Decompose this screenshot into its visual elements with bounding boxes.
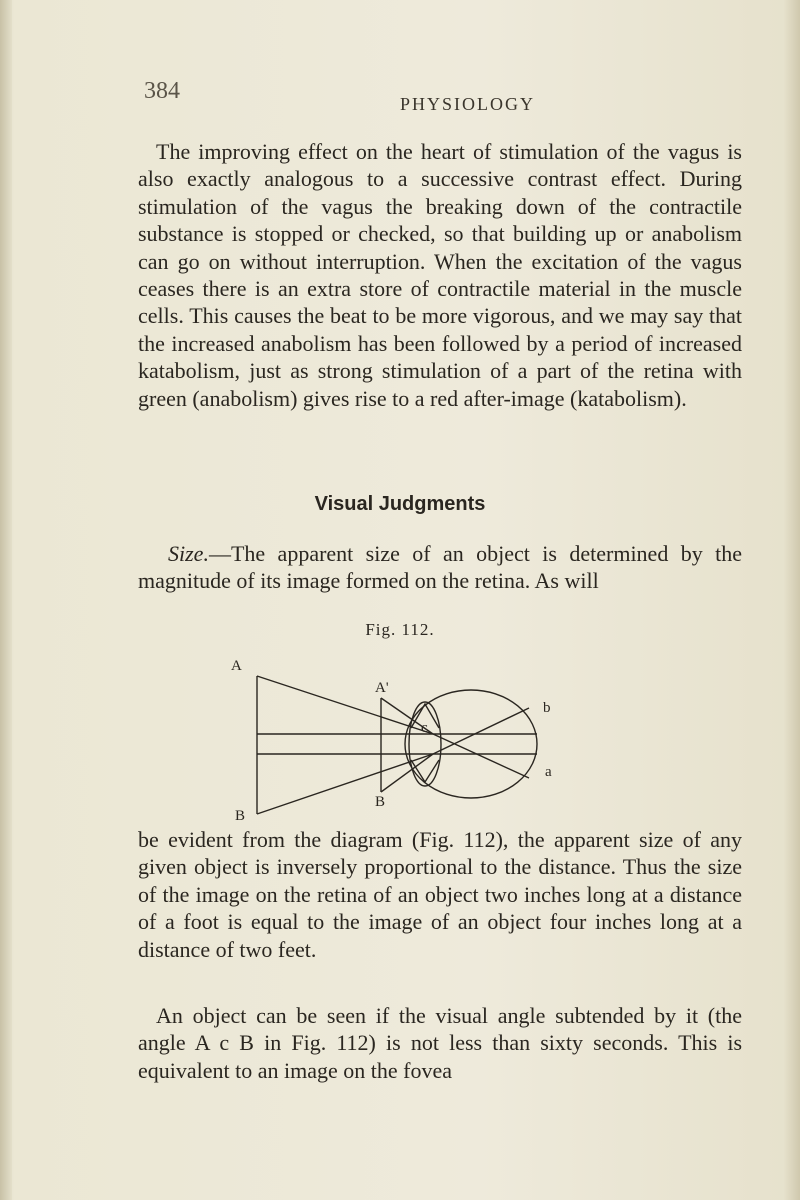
page-number: 384 bbox=[144, 78, 180, 104]
paragraph-size-intro bbox=[138, 540, 742, 595]
label-a: a bbox=[545, 764, 552, 780]
label-c: c bbox=[421, 720, 428, 736]
label-A: A bbox=[231, 658, 242, 674]
visual-angle-diagram bbox=[225, 648, 565, 820]
paragraph-visual-angle: An object can be seen if the visual angle subtended by it (the angle A c B in Fig. 112) is not less than sixty seconds. This is equivalent to an image on the fovea bbox=[138, 1003, 742, 1083]
paragraph-vagus-contrast: The improving effect on the heart of stimulation of the vagus is also exactly analogous to a successive contrast effect. During stimulation of the vagus the breaking down of the contractile substance is stopped or checked, so that building up or anabolism can go on without interruption. When the excitation of the vagus ceases there is an extra store of contractile material in the muscle cells. This causes the beat to be more vigorous, and we may say that the increased anabolism has been followed by a period of increased katabolism, just as strong stimulation of a part of the retina with green (anabolism) gives rise to a red after-image (katabolism). bbox=[138, 139, 742, 411]
running-title: PHYSIOLOGY bbox=[400, 94, 536, 114]
size-lead-term: Size. bbox=[168, 541, 209, 566]
label-B-prime: B bbox=[375, 794, 386, 810]
ray-B-to-retina bbox=[433, 708, 529, 754]
ray-A-to-retina bbox=[433, 734, 529, 778]
section-heading: Visual Judgments bbox=[314, 493, 486, 515]
page-gutter-left bbox=[0, 0, 12, 1200]
figure-caption: Fig. 112. bbox=[365, 620, 435, 639]
lens-outline bbox=[409, 702, 441, 786]
size-intro-text: —The apparent size of an object is determined by the magnitude of its image formed on the retina. As will bbox=[138, 541, 742, 594]
paragraph-inverse-proportion: be evident from the diagram (Fig. 112), the apparent size of any given object is inversely proportional to the distance. Thus the size of the image on the retina of an object two inches long at a distance of a foot is equal to the image of an object four inches long at a distance of two feet. bbox=[138, 827, 742, 962]
label-A-prime: A' bbox=[375, 680, 389, 696]
page-edge-right bbox=[784, 0, 800, 1200]
ray-A-upper bbox=[257, 676, 433, 734]
ray-B-lower bbox=[257, 754, 433, 814]
label-b: b bbox=[543, 700, 551, 716]
label-B: B bbox=[235, 808, 246, 820]
